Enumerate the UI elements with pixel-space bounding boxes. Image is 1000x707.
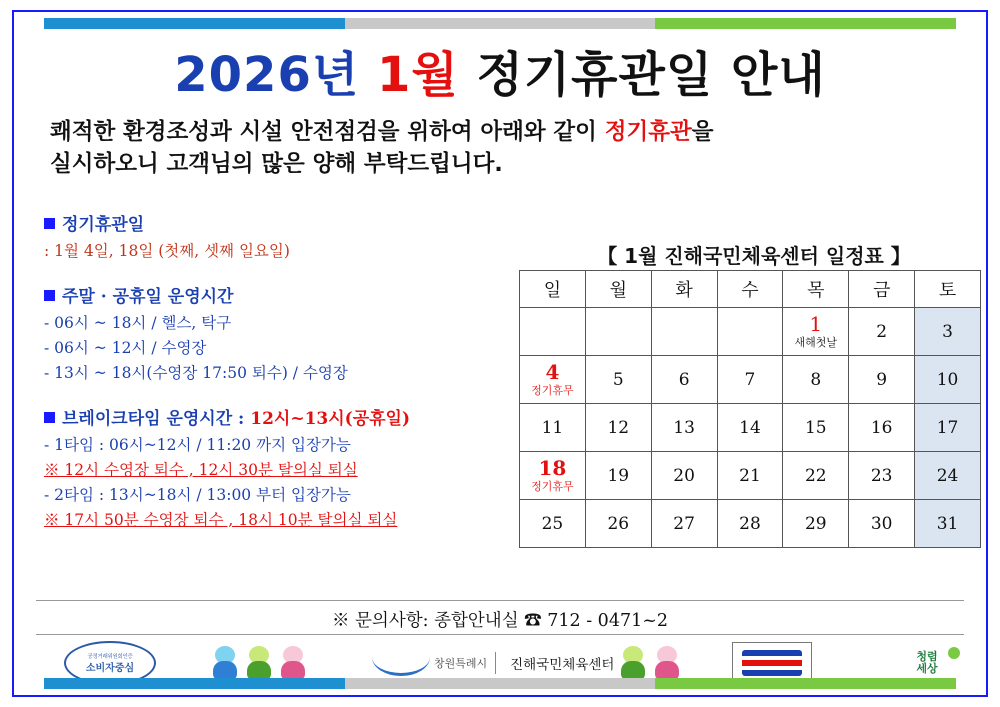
calendar-cell	[849, 500, 915, 548]
section-break-label: 브레이크타임 운영시간 :	[62, 409, 251, 429]
day-note: 새해첫날	[794, 335, 838, 349]
weekday-header-fri: 금	[849, 271, 915, 308]
table-row	[520, 452, 981, 500]
day-number: 12	[607, 417, 630, 438]
seal-line-1: 청렴	[916, 650, 938, 663]
notice-paragraph	[50, 116, 960, 180]
section-heading-weekend-hours	[44, 282, 514, 307]
schedule-calendar	[519, 270, 981, 548]
section-closure-label: 정기휴관일	[62, 215, 145, 235]
calendar-cell	[849, 308, 915, 356]
calendar-cell	[783, 404, 849, 452]
mascot-pink-small-icon	[654, 646, 680, 680]
calendar-cell	[585, 404, 651, 452]
calendar-cell	[915, 452, 981, 500]
table-row	[520, 404, 981, 452]
day-number: 8	[810, 369, 822, 390]
calendar-cell	[651, 356, 717, 404]
bar-segment-green	[655, 18, 956, 29]
calendar-cell	[585, 500, 651, 548]
table-row	[520, 356, 981, 404]
day-number: 4	[545, 359, 560, 384]
day-note: 정기휴무	[531, 383, 574, 397]
day-number: 26	[607, 513, 630, 534]
calendar-cell	[915, 500, 981, 548]
day-number: 10	[936, 369, 959, 390]
page-title	[14, 36, 986, 105]
day-number: 31	[936, 513, 959, 534]
weekday-header-wed: 수	[717, 271, 783, 308]
square-bullet-icon	[44, 412, 55, 423]
day-number: 24	[936, 465, 959, 486]
divider-bottom	[36, 634, 964, 635]
day-note: 정기휴무	[531, 479, 574, 493]
day-number: 14	[739, 417, 761, 438]
calendar-cell	[651, 500, 717, 548]
calendar-cell	[849, 356, 915, 404]
calendar-cell	[915, 308, 981, 356]
day-number: 6	[678, 369, 690, 390]
calendar-cell	[520, 404, 586, 452]
day-number: 28	[739, 513, 761, 534]
poster-container	[12, 10, 988, 697]
day-number: 7	[744, 369, 756, 390]
calendar-cell	[651, 308, 717, 356]
contact-line: ※ 문의사항: 종합안내실 ☎ 712 - 0471~2	[331, 611, 669, 631]
day-number: 11	[541, 417, 564, 438]
calendar-cell	[520, 356, 586, 404]
day-number: 5	[612, 369, 624, 390]
notice-line1-b: 을	[691, 119, 714, 145]
notice-highlight: 정기휴관	[604, 119, 692, 145]
center-name-text: 진해국민체육센터	[510, 657, 615, 673]
mascot-green-small-icon	[620, 646, 646, 680]
swoosh-icon	[372, 651, 430, 676]
weekend-hours-line: - 06시 ~ 12시 / 수영장	[44, 339, 207, 357]
table-row	[520, 308, 981, 356]
calendar-cell	[717, 308, 783, 356]
weekend-hours-line: - 13시 ~ 18시(수영장 17:50 퇴수) / 수영장	[44, 364, 348, 382]
day-number: 22	[804, 465, 827, 486]
calendar-cell	[585, 308, 651, 356]
day-number: 25	[541, 513, 564, 534]
weekday-header-thu: 목	[783, 271, 849, 308]
break-time-line-2: - 2타임 : 13시~18시 / 13:00 부터 입장가능	[44, 486, 351, 504]
bar-segment-green	[655, 678, 956, 689]
weekday-header-mon: 월	[585, 271, 651, 308]
bar-segment-gray	[345, 678, 655, 689]
calendar-cell	[849, 452, 915, 500]
break-time-line-1: - 1타임 : 06시~12시 / 11:20 까지 입장가능	[44, 436, 351, 454]
notice-line2: 실시하오니 고객님의 많은 양해 부탁드립니다.	[50, 151, 503, 177]
calendar-title: 【 1월 진해국민체육센터 일정표 】	[597, 244, 911, 268]
calendar-cell	[717, 452, 783, 500]
city-swoosh-mark	[372, 651, 487, 676]
city-mark-text: 창원특례시	[434, 657, 488, 670]
section-heading-closure	[44, 210, 514, 235]
weekday-header-sat: 토	[915, 271, 981, 308]
calendar-header-row	[520, 271, 981, 308]
seal-dot-icon	[948, 647, 960, 659]
calendar-cell	[783, 356, 849, 404]
integrity-seal-icon	[892, 643, 962, 683]
day-number: 16	[870, 417, 893, 438]
day-number: 27	[673, 513, 695, 534]
closure-dates-line: : 1월 4일, 18일 (첫째, 셋째 일요일)	[44, 242, 290, 260]
top-color-bar	[44, 18, 956, 29]
mascot-green-icon	[246, 646, 272, 680]
vertical-divider	[495, 652, 496, 674]
title-rest: 정기휴관일 안내	[476, 47, 826, 103]
calendar-cell	[520, 500, 586, 548]
day-number: 20	[673, 465, 695, 486]
consumer-main-text: 소비자중심	[85, 663, 135, 674]
bar-segment-blue	[44, 18, 345, 29]
day-number: 13	[673, 417, 695, 438]
calendar-cell	[783, 308, 849, 356]
day-number: 21	[739, 465, 761, 486]
mascot-pink-icon	[280, 646, 306, 680]
consumer-sub-text: 공정거래위원회인증	[87, 654, 133, 660]
weekday-header-sun: 일	[520, 271, 586, 308]
calendar-cell	[717, 500, 783, 548]
square-bullet-icon	[44, 290, 55, 301]
calendar-cell	[651, 452, 717, 500]
spacer-2	[44, 386, 514, 404]
day-number: 2	[876, 321, 888, 342]
divider-top	[36, 600, 964, 601]
break-time-note-1: ※ 12시 수영장 퇴수 , 12시 30분 탈의실 퇴실	[44, 461, 358, 479]
break-time-note-2: ※ 17시 50분 수영장 퇴수 , 18시 10분 탈의실 퇴실	[44, 511, 398, 529]
day-number: 29	[804, 513, 827, 534]
table-row	[520, 500, 981, 548]
day-number: 19	[607, 465, 630, 486]
calendar-cell	[520, 452, 586, 500]
day-number: 23	[870, 465, 893, 486]
calendar-cell	[585, 452, 651, 500]
weekday-header-tue: 화	[651, 271, 717, 308]
bar-segment-blue	[44, 678, 345, 689]
spacer-1	[44, 264, 514, 282]
day-number: 30	[870, 513, 893, 534]
calendar-cell	[585, 356, 651, 404]
section-weekend-label: 주말 · 공휴일 운영시간	[62, 287, 234, 307]
left-info-column	[44, 210, 514, 533]
calendar-cell	[717, 404, 783, 452]
day-number: 15	[804, 417, 827, 438]
calendar-cell	[915, 404, 981, 452]
calendar-cell	[717, 356, 783, 404]
bar-segment-gray	[345, 18, 655, 29]
day-number: 1	[809, 311, 823, 336]
break-time-range: 12시~13시(공휴일)	[250, 409, 411, 429]
day-number: 9	[876, 369, 888, 390]
bottom-color-bar	[44, 678, 956, 689]
calendar-cell	[520, 308, 586, 356]
mascot-blue-icon	[212, 646, 238, 680]
day-number: 3	[942, 321, 953, 342]
calendar-cell	[783, 500, 849, 548]
weekend-hours-line: - 06시 ~ 18시 / 헬스, 탁구	[44, 314, 232, 332]
day-number: 17	[936, 417, 959, 438]
notice-line1-a: 쾌적한 환경조성과 시설 안전점검을 위하여 아래와 같이	[50, 119, 605, 145]
day-number: 18	[538, 455, 567, 480]
title-year: 2026년	[174, 47, 360, 103]
section-heading-break-time	[44, 404, 514, 429]
calendar-cell	[849, 404, 915, 452]
calendar-cell	[651, 404, 717, 452]
square-bullet-icon	[44, 218, 55, 229]
title-month: 1월	[376, 47, 459, 103]
seal-line-2: 세상	[916, 662, 938, 675]
calendar-cell	[915, 356, 981, 404]
calendar-cell	[783, 452, 849, 500]
flag-stripes-icon	[742, 650, 802, 676]
